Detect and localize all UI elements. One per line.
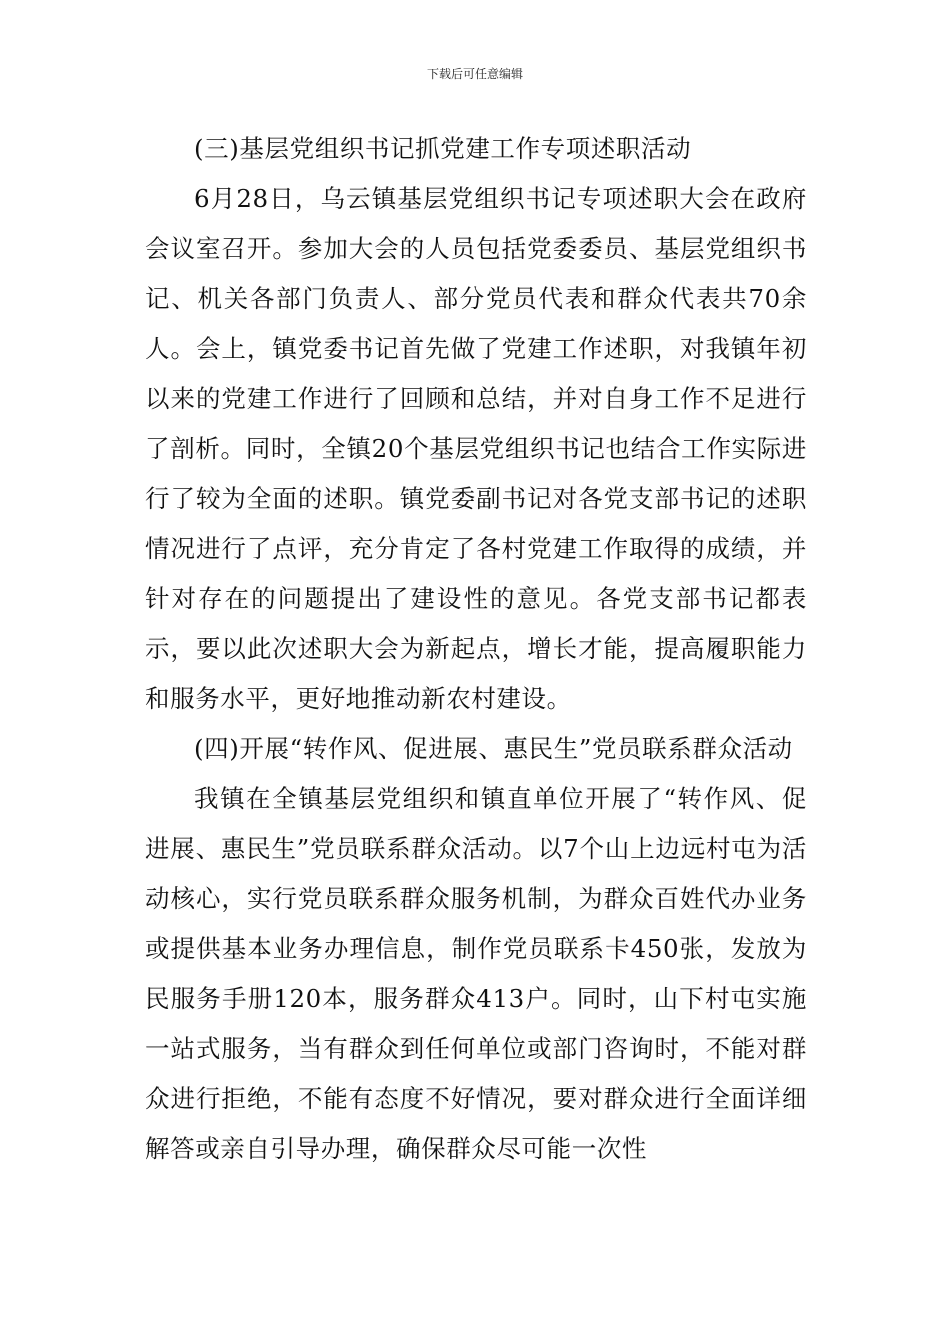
- page-header-note: 下载后可任意编辑: [426, 67, 523, 81]
- section-heading-three: (三)基层党组织书记抓党建工作专项述职活动: [194, 134, 692, 163]
- section-heading-four: (四)开展“转作风、促进展、惠民生”党员联系群众活动: [194, 734, 793, 763]
- paragraph-party-member-contact: 我镇在全镇基层党组织和镇直单位开展了“转作风、促进展、惠民生”党员联系群众活动。以7个山上边远村屯为活动核心，实行党员联系群众服务机制，为群众百姓代办业务或提供基本业务办理信息，制作党员联系卡450张，发放为民服务手册120本，服务群众413户。同时，山下村屯实施一站式服务，当有群众到任何单位或部门咨询时，不能对群众进行拒绝，不能有态度不好情况，要对群众进行全面详细解答或亲自引导办理，确保群众尽可能一次性: [145, 784, 807, 1163]
- document-body: [145, 124, 807, 1174]
- paragraph-debriefing-meeting: 6月28日，乌云镇基层党组织书记专项述职大会在政府会议室召开。参加大会的人员包括党委委员、基层党组织书记、机关各部门负责人、部分党员代表和群众代表共70余人。会上，镇党委书记首先做了党建工作述职，对我镇年初以来的党建工作进行了回顾和总结，并对自身工作不足进行了剖析。同时，全镇20个基层党组织书记也结合工作实际进行了较为全面的述职。镇党委副书记对各党支部书记的述职情况进行了点评，充分肯定了各村党建工作取得的成绩，并针对存在的问题提出了建设性的意见。各党支部书记都表示，要以此次述职大会为新起点，增长才能，提高履职能力和服务水平，更好地推动新农村建设。: [145, 184, 807, 713]
